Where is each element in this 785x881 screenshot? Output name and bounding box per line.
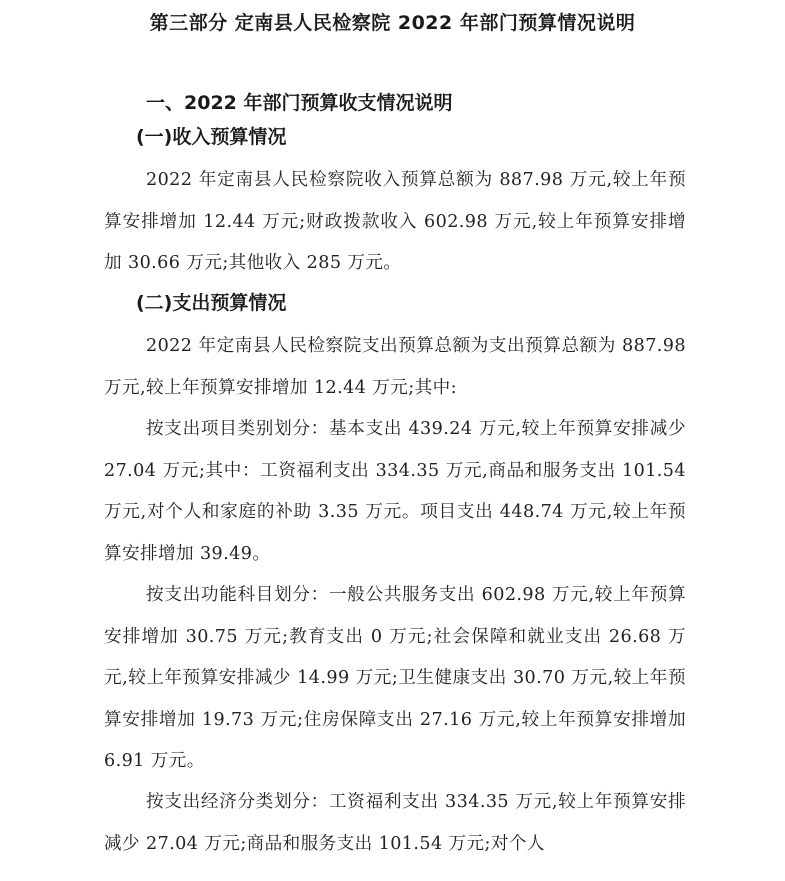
expenditure-by-function-paragraph: 按支出功能科目划分：一般公共服务支出 602.98 万元,较上年预算安排增加 30.75 万元;教育支出 0 万元;社会保障和就业支出 26.68 万元,较上年预算安排减少 14.99 万元;卫生健康支出 30.70 万元,较上年预算安排增加 19.73 万元;住房保障支出 27.16 万元,较上年预算安排增加 6.91 万元。 (104, 585, 686, 771)
expenditure-total-paragraph: 2022 年定南县人民检察院支出预算总额为支出预算总额为 887.98 万元,较上年预算安排增加 12.44 万元;其中: (104, 336, 686, 398)
income-paragraph: 2022 年定南县人民检察院收入预算总额为 887.98 万元,较上年预算安排增加 12.44 万元;财政拨款收入 602.98 万元,较上年预算安排增加 30.66 万元;其他收入 285 万元。 (104, 170, 686, 273)
expenditure-by-category-paragraph: 按支出项目类别划分：基本支出 439.24 万元,较上年预算安排减少 27.04 万元;其中：工资福利支出 334.35 万元,商品和服务支出 101.54 万元,对个人和家庭的补助 3.35 万元。项目支出 448.74 万元,较上年预算安排增加 39.49。 (104, 419, 686, 564)
section-heading-budget: 一、2022 年部门预算收支情况说明 (146, 92, 453, 114)
subsection-heading-income: (一)收入预算情况 (136, 126, 287, 148)
document-title: 第三部分 定南县人民检察院 2022 年部门预算情况说明 (149, 12, 636, 34)
expenditure-by-economic-paragraph: 按支出经济分类划分：工资福利支出 334.35 万元,较上年预算安排减少 27.04 万元;商品和服务支出 101.54 万元;对个人 (104, 792, 686, 854)
subsection-heading-expenditure: (二)支出预算情况 (136, 292, 287, 314)
